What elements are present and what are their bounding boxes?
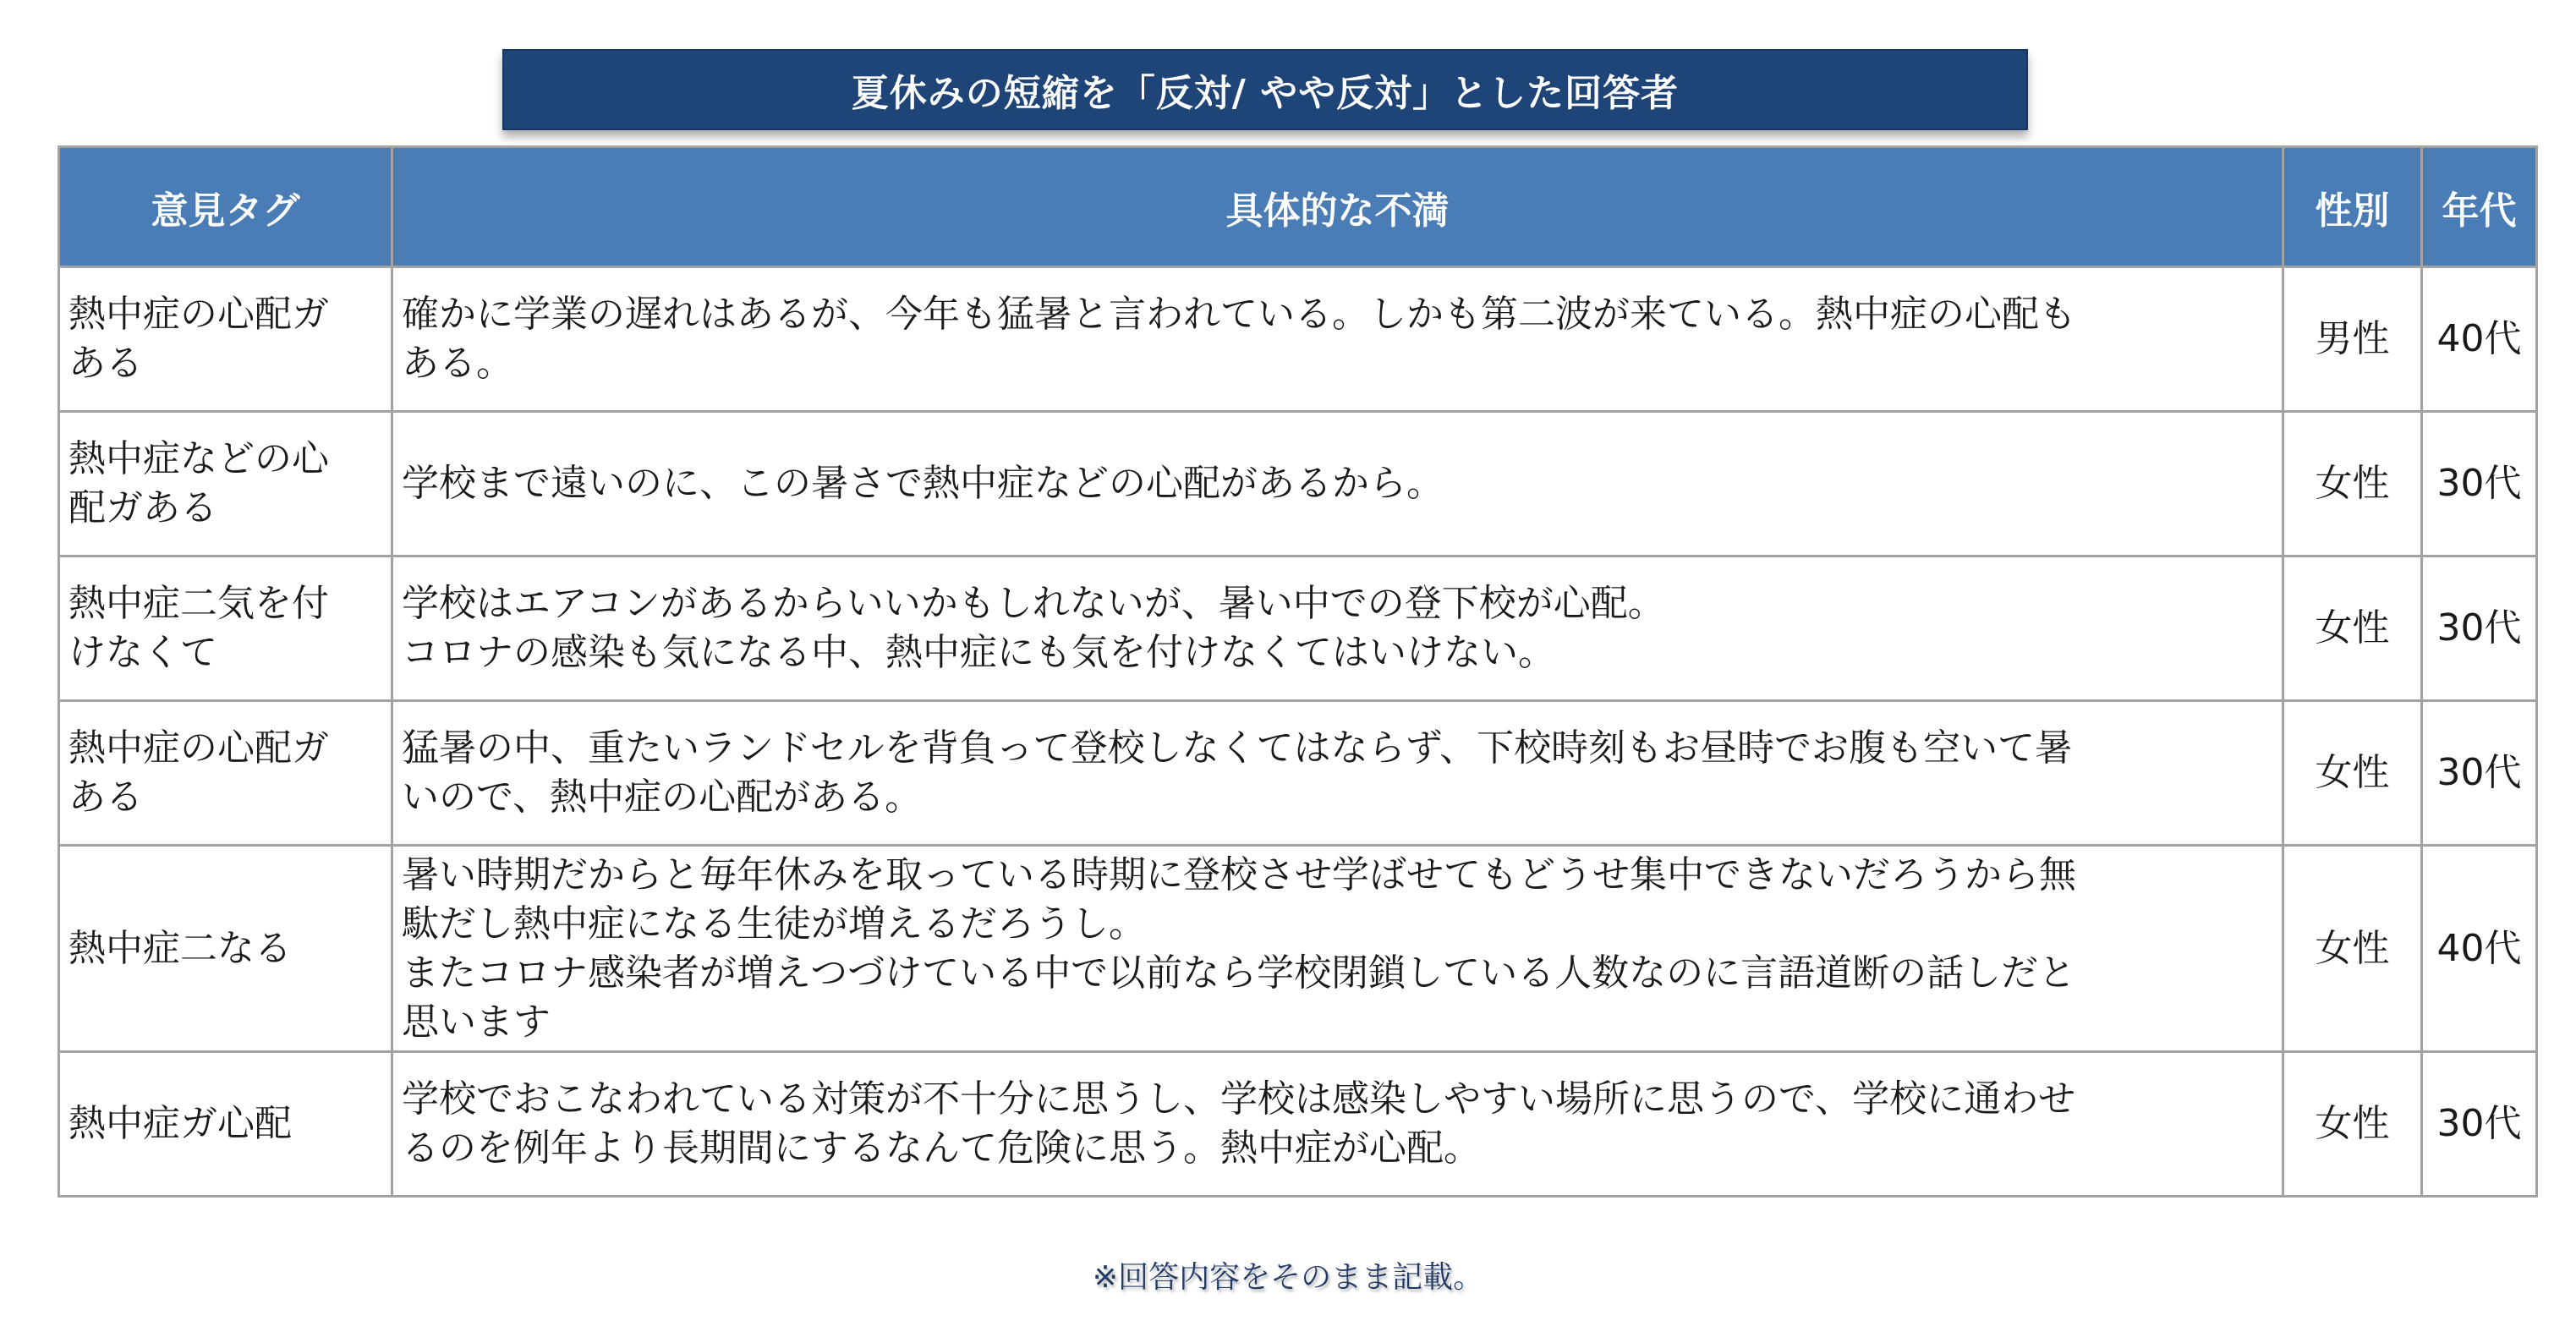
complaint-cell: 猛暑の中、重たいランドセルを背負って登校しなくてはならず、下校時刻もお昼時でお腹も空いて暑 いので、熱中症の心配がある。: [392, 701, 2283, 846]
complaint-cell: 学校まで遠いのに、この暑さで熱中症などの心配があるから。: [392, 412, 2283, 556]
header-opinion-tag: 意見タグ: [59, 147, 392, 267]
opinion-tag-cell: 熱中症二なる: [59, 846, 392, 1052]
table-row: [59, 846, 2537, 1052]
gender-cell: 女性: [2283, 846, 2422, 1052]
complaint-cell: 学校でおこなわれている対策が不十分に思うし、学校は感染しやすい場所に思うので、学校に通わせ るのを例年より長期間にするなんて危険に思う。熱中症が心配。: [392, 1052, 2283, 1197]
gender-cell: 女性: [2283, 1052, 2422, 1197]
table-row: [59, 412, 2537, 556]
age-cell: 40代: [2422, 846, 2537, 1052]
opinion-tag-cell: 熱中症二気を付 けなくて: [59, 556, 392, 701]
header-gender: 性別: [2283, 147, 2422, 267]
table-header-row: [59, 147, 2537, 267]
complaint-cell: 学校はエアコンがあるからいいかもしれないが、暑い中での登下校が心配。 コロナの感染も気になる中、熱中症にも気を付けなくてはいけない。: [392, 556, 2283, 701]
opinion-tag-cell: 熱中症などの心 配ガある: [59, 412, 392, 556]
header-specific-complaint: 具体的な不満: [392, 147, 2283, 267]
opinions-table: [58, 145, 2538, 1198]
age-cell: 30代: [2422, 1052, 2537, 1197]
opinion-tag-cell: 熱中症の心配ガ ある: [59, 267, 392, 412]
complaint-cell: 確かに学業の遅れはあるが、今年も猛暑と言われている。しかも第二波が来ている。熱中症の心配も ある。: [392, 267, 2283, 412]
age-cell: 30代: [2422, 412, 2537, 556]
opinion-tag-cell: 熱中症の心配ガ ある: [59, 701, 392, 846]
gender-cell: 女性: [2283, 556, 2422, 701]
table-row: [59, 701, 2537, 846]
age-cell: 30代: [2422, 701, 2537, 846]
header-age-group: 年代: [2422, 147, 2537, 267]
age-cell: 40代: [2422, 267, 2537, 412]
table-row: [59, 1052, 2537, 1197]
complaint-cell: 暑い時期だからと毎年休みを取っている時期に登校させ学ばせてもどうせ集中できないだろうから無 駄だし熱中症になる生徒が増えるだろうし。 またコロナ感染者が増えつづけている中で以前なら学校閉鎖している人数なのに言語道断の話しだと 思います: [392, 846, 2283, 1052]
gender-cell: 男性: [2283, 267, 2422, 412]
footnote: ※回答内容をそのまま記載。: [1092, 1260, 1484, 1295]
gender-cell: 女性: [2283, 701, 2422, 846]
gender-cell: 女性: [2283, 412, 2422, 556]
age-cell: 30代: [2422, 556, 2537, 701]
table-row: [59, 556, 2537, 701]
opinion-tag-cell: 熱中症ガ心配: [59, 1052, 392, 1197]
table-row: [59, 267, 2537, 412]
page-title: 夏休みの短縮を「反対/ やや反対」とした回答者: [502, 49, 2028, 130]
